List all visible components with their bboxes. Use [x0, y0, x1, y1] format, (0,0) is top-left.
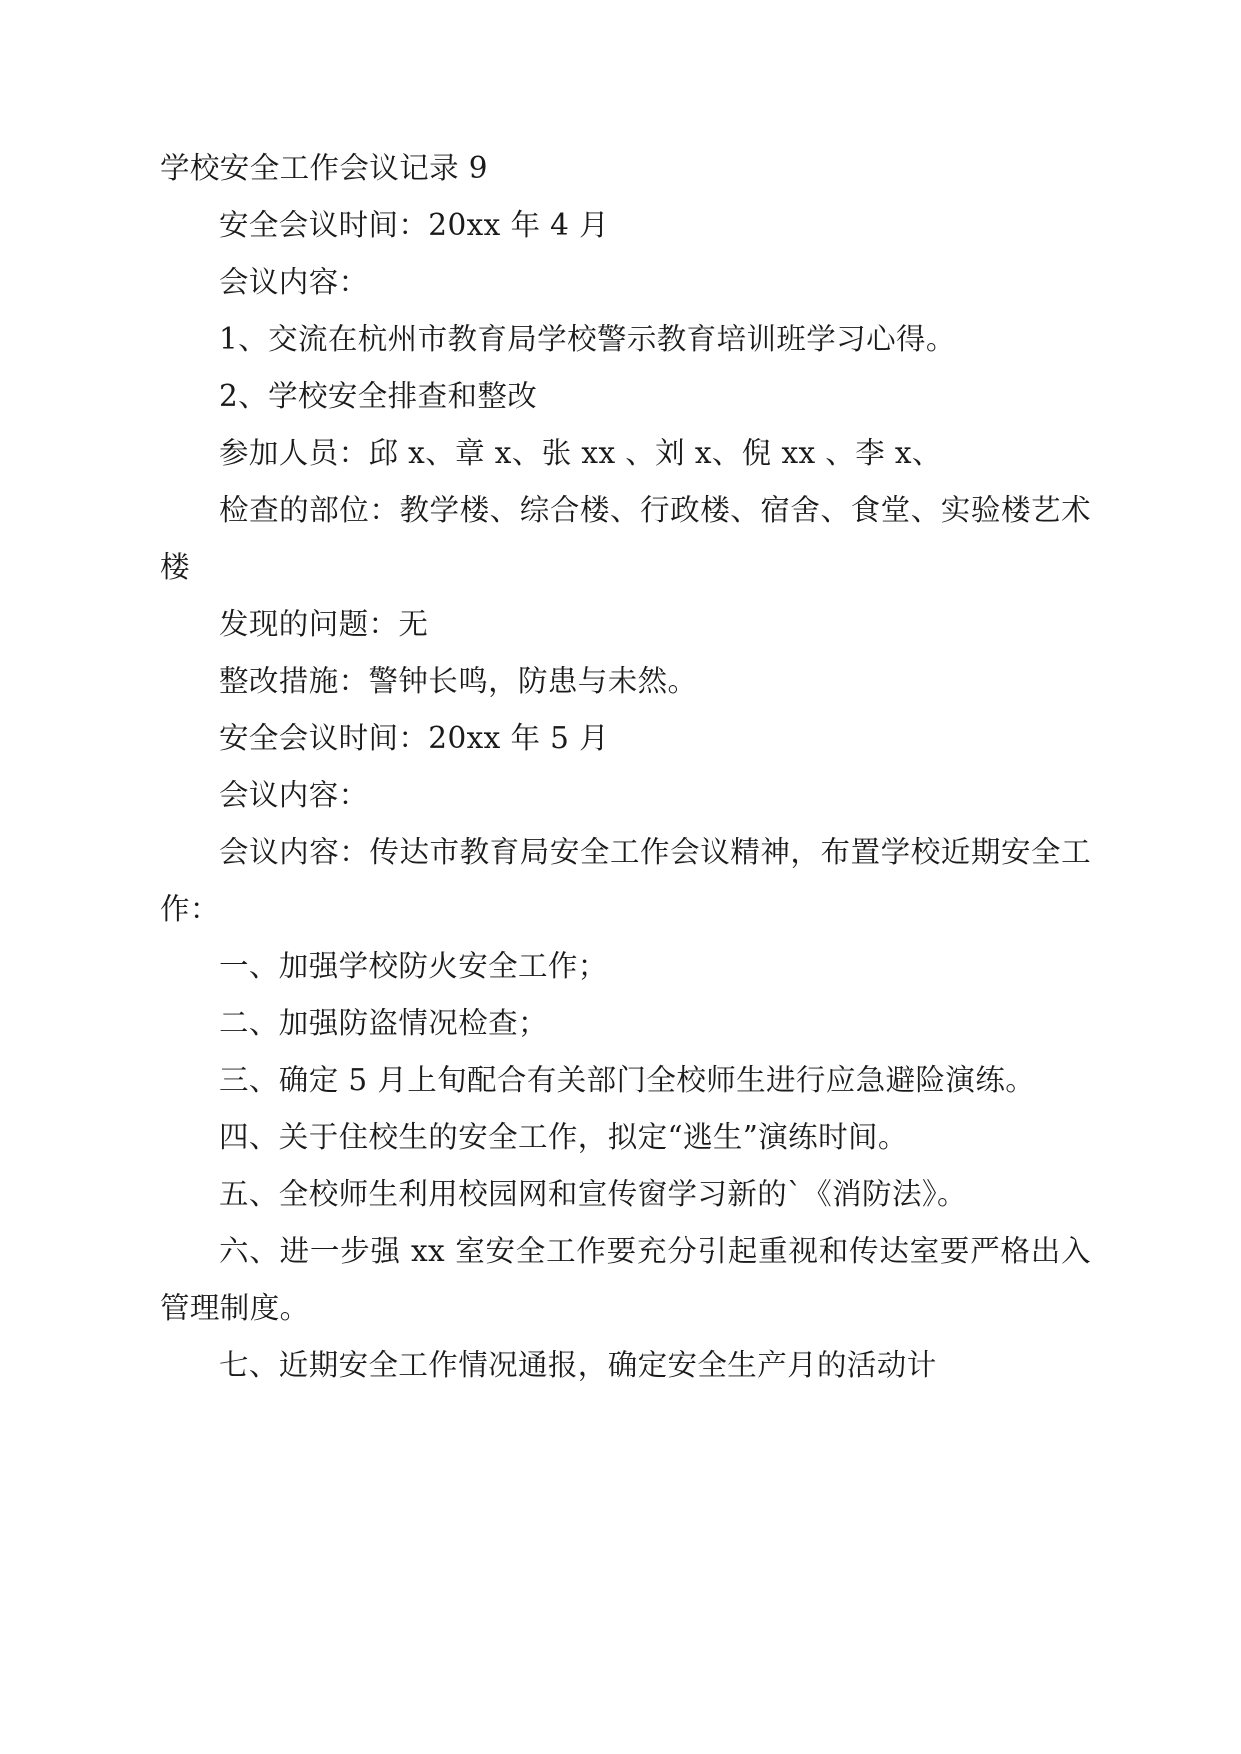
content-item-2: 2、学校安全排查和整改 — [219, 379, 538, 413]
document-heading: 学校安全工作会议记录 9 — [160, 151, 488, 185]
meeting-content-detail: 会议内容：传达市教育局安全工作会议精神，布置学校近期安全工作： — [160, 835, 1091, 926]
found-problems: 发现的问题：无 — [219, 607, 429, 641]
meeting-time-april: 安全会议时间：20xx 年 4 月 — [219, 208, 610, 242]
task-item-7: 七、近期安全工作情况通报，确定安全生产月的活动计 — [219, 1348, 937, 1382]
document-body — [160, 140, 1091, 1394]
task-item-5: 五、全校师生利用校园网和宣传窗学习新的`《消防法》。 — [219, 1177, 967, 1211]
task-item-4: 四、关于住校生的安全工作，拟定“逃生”演练时间。 — [219, 1120, 908, 1154]
meeting-time-may: 安全会议时间：20xx 年 5 月 — [219, 721, 610, 755]
task-item-1: 一、加强学校防火安全工作； — [219, 949, 608, 983]
participants: 参加人员：邱 x、章 x、张 xx 、刘 x、倪 xx 、李 x、 — [219, 436, 942, 470]
meeting-content-label-1: 会议内容： — [219, 265, 369, 299]
task-item-6: 六、进一步强 xx 室安全工作要充分引起重视和传达室要严格出入管理制度。 — [160, 1234, 1091, 1325]
task-item-2: 二、加强防盗情况检查； — [219, 1006, 548, 1040]
task-item-3: 三、确定 5 月上旬配合有关部门全校师生进行应急避险演练。 — [219, 1063, 1036, 1097]
inspected-areas: 检查的部位：教学楼、综合楼、行政楼、宿舍、食堂、实验楼艺术楼 — [160, 493, 1091, 584]
meeting-content-label-2: 会议内容： — [219, 778, 369, 812]
corrective-measures: 整改措施：警钟长鸣，防患与未然。 — [219, 664, 698, 698]
content-item-1: 1、交流在杭州市教育局学校警示教育培训班学习心得。 — [219, 322, 956, 356]
